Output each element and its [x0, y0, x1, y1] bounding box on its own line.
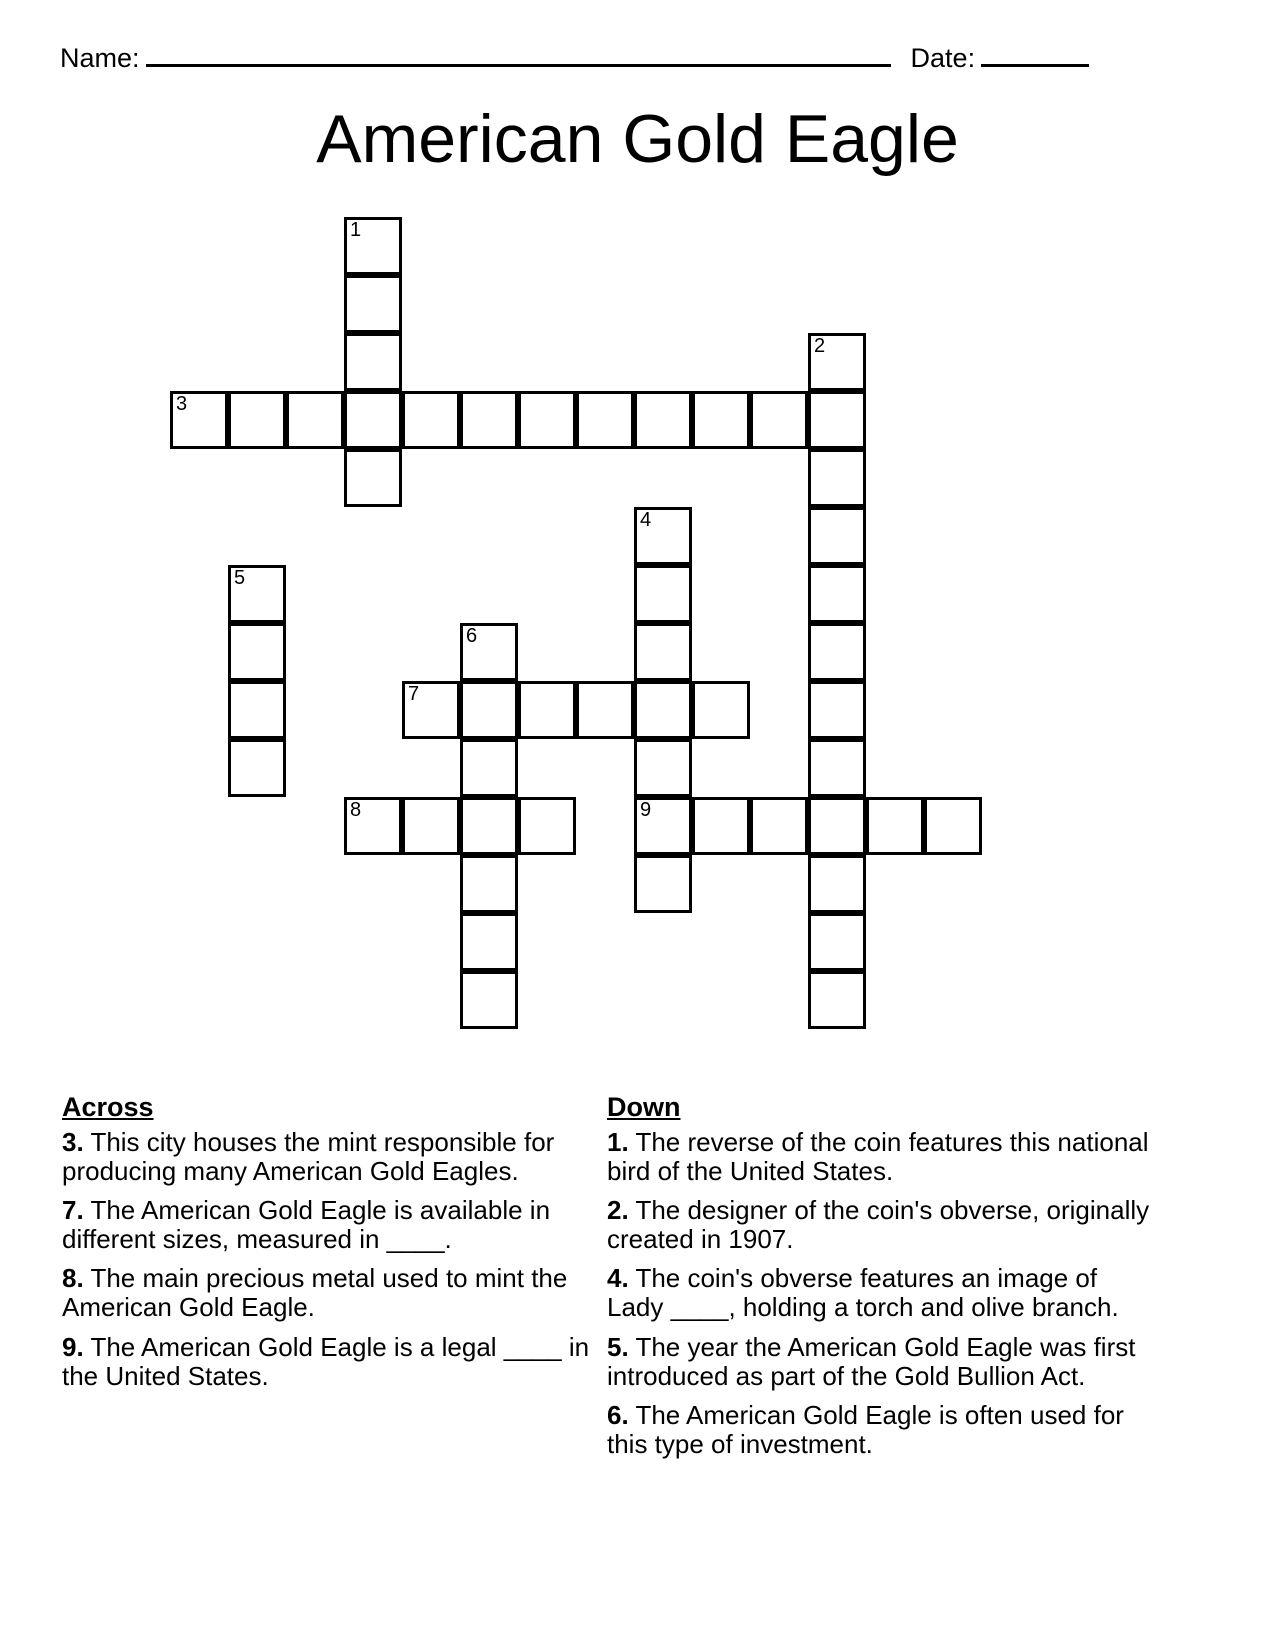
down-clue-number: 5. [607, 1331, 629, 1362]
grid-cell[interactable] [344, 217, 402, 275]
name-write-in-line[interactable] [146, 42, 891, 67]
down-clue-number: 6. [607, 1399, 629, 1430]
grid-cell-number: 8 [350, 799, 362, 821]
grid-cell-number: 7 [408, 683, 420, 705]
grid-cell-number: 4 [640, 509, 652, 531]
across-clue-number: 3. [62, 1126, 84, 1157]
across-clue-number: 8. [62, 1263, 84, 1294]
down-clue-number: 2. [607, 1195, 629, 1226]
grid-cell[interactable] [344, 391, 402, 449]
grid-cell[interactable] [808, 913, 866, 971]
grid-cell[interactable] [808, 971, 866, 1029]
grid-cell-number: 2 [814, 335, 826, 357]
grid-cell[interactable] [460, 855, 518, 913]
grid-cell[interactable] [808, 739, 866, 797]
down-clue-list [607, 1128, 1152, 1459]
down-clue-item [607, 1333, 1152, 1391]
grid-cell[interactable] [576, 681, 634, 739]
down-clue-text: The year the American Gold Eagle was first introduced as part of the Gold Bullion Act. [607, 1331, 1136, 1391]
across-clue-text: This city houses the mint responsible for producing many American Gold Eagles. [62, 1126, 555, 1186]
grid-cell[interactable] [634, 797, 692, 855]
grid-cell[interactable] [344, 275, 402, 333]
across-clue-item [62, 1264, 607, 1322]
down-clue-number: 1. [607, 1126, 629, 1157]
grid-cell[interactable] [808, 391, 866, 449]
grid-cell[interactable] [402, 797, 460, 855]
across-clue-list [62, 1128, 607, 1391]
across-clue-number: 9. [62, 1331, 84, 1362]
grid-cell[interactable] [634, 507, 692, 565]
grid-cell[interactable] [808, 681, 866, 739]
grid-cell[interactable] [344, 449, 402, 507]
grid-cell[interactable] [634, 681, 692, 739]
grid-cell[interactable] [634, 855, 692, 913]
grid-cell[interactable] [692, 391, 750, 449]
across-clue-item [62, 1128, 607, 1186]
grid-cell[interactable] [344, 797, 402, 855]
grid-cell[interactable] [808, 797, 866, 855]
grid-cell[interactable] [518, 797, 576, 855]
grid-cell[interactable] [460, 681, 518, 739]
grid-cell[interactable] [634, 391, 692, 449]
grid-cell[interactable] [460, 971, 518, 1029]
across-clue-number: 7. [62, 1195, 84, 1226]
down-clue-text: The designer of the coin's obverse, originally created in 1907. [607, 1195, 1150, 1255]
clues-section [62, 1092, 1222, 1469]
across-clue-item [62, 1333, 607, 1391]
grid-cell[interactable] [228, 565, 286, 623]
down-clue-text: The reverse of the coin features this national bird of the United States. [607, 1126, 1149, 1186]
grid-cell[interactable] [692, 797, 750, 855]
grid-cell[interactable] [344, 333, 402, 391]
grid-cell[interactable] [460, 623, 518, 681]
down-clue-text: The coin's obverse features an image of Lady ____, holding a torch and olive branch. [607, 1263, 1119, 1323]
grid-cell-number: 1 [350, 219, 362, 241]
name-label: Name: [60, 43, 140, 73]
down-clue-number: 4. [607, 1263, 629, 1294]
grid-cell[interactable] [518, 391, 576, 449]
grid-cell[interactable] [750, 391, 808, 449]
crossword-grid [170, 217, 1000, 1037]
grid-cell-number: 9 [640, 799, 652, 821]
grid-cell[interactable] [808, 449, 866, 507]
grid-cell[interactable] [228, 739, 286, 797]
down-clue-item [607, 1264, 1152, 1322]
across-clue-text: The American Gold Eagle is a legal ____ in the United States. [62, 1331, 590, 1391]
grid-cell[interactable] [170, 391, 228, 449]
grid-cell[interactable] [634, 565, 692, 623]
down-clues-column [607, 1092, 1152, 1469]
across-heading: Across [62, 1092, 154, 1122]
grid-cell[interactable] [286, 391, 344, 449]
down-clue-item [607, 1401, 1152, 1459]
date-write-in-line[interactable] [981, 42, 1089, 67]
page-title: American Gold Eagle [316, 101, 959, 177]
grid-cell-number: 3 [176, 393, 188, 415]
grid-cell[interactable] [634, 623, 692, 681]
grid-cell[interactable] [402, 391, 460, 449]
down-clue-item [607, 1128, 1152, 1186]
down-clue-text: The American Gold Eagle is often used for this type of investment. [607, 1399, 1124, 1459]
grid-cell[interactable] [228, 391, 286, 449]
grid-cell-number: 5 [234, 567, 246, 589]
grid-cell[interactable] [866, 797, 924, 855]
grid-cell-number: 6 [466, 625, 478, 647]
grid-cell[interactable] [460, 797, 518, 855]
grid-cell[interactable] [924, 797, 982, 855]
grid-cell[interactable] [808, 507, 866, 565]
student-info-row [60, 42, 1110, 74]
grid-cell[interactable] [808, 855, 866, 913]
grid-cell[interactable] [750, 797, 808, 855]
grid-cell[interactable] [692, 681, 750, 739]
grid-cell[interactable] [460, 913, 518, 971]
down-heading: Down [607, 1092, 681, 1122]
grid-cell[interactable] [518, 681, 576, 739]
grid-cell[interactable] [402, 681, 460, 739]
grid-cell[interactable] [634, 739, 692, 797]
across-clues-column [62, 1092, 607, 1469]
across-clue-text: The American Gold Eagle is available in different sizes, measured in ____. [62, 1195, 551, 1255]
grid-cell[interactable] [228, 681, 286, 739]
down-clue-item [607, 1196, 1152, 1254]
across-clue-item [62, 1196, 607, 1254]
grid-cell[interactable] [228, 623, 286, 681]
grid-cell[interactable] [808, 565, 866, 623]
date-label: Date: [910, 43, 976, 73]
grid-cell[interactable] [460, 739, 518, 797]
grid-cell[interactable] [460, 391, 518, 449]
across-clue-text: The main precious metal used to mint the American Gold Eagle. [62, 1263, 568, 1323]
grid-cell[interactable] [576, 391, 634, 449]
grid-cell[interactable] [808, 623, 866, 681]
grid-cell[interactable] [808, 333, 866, 391]
